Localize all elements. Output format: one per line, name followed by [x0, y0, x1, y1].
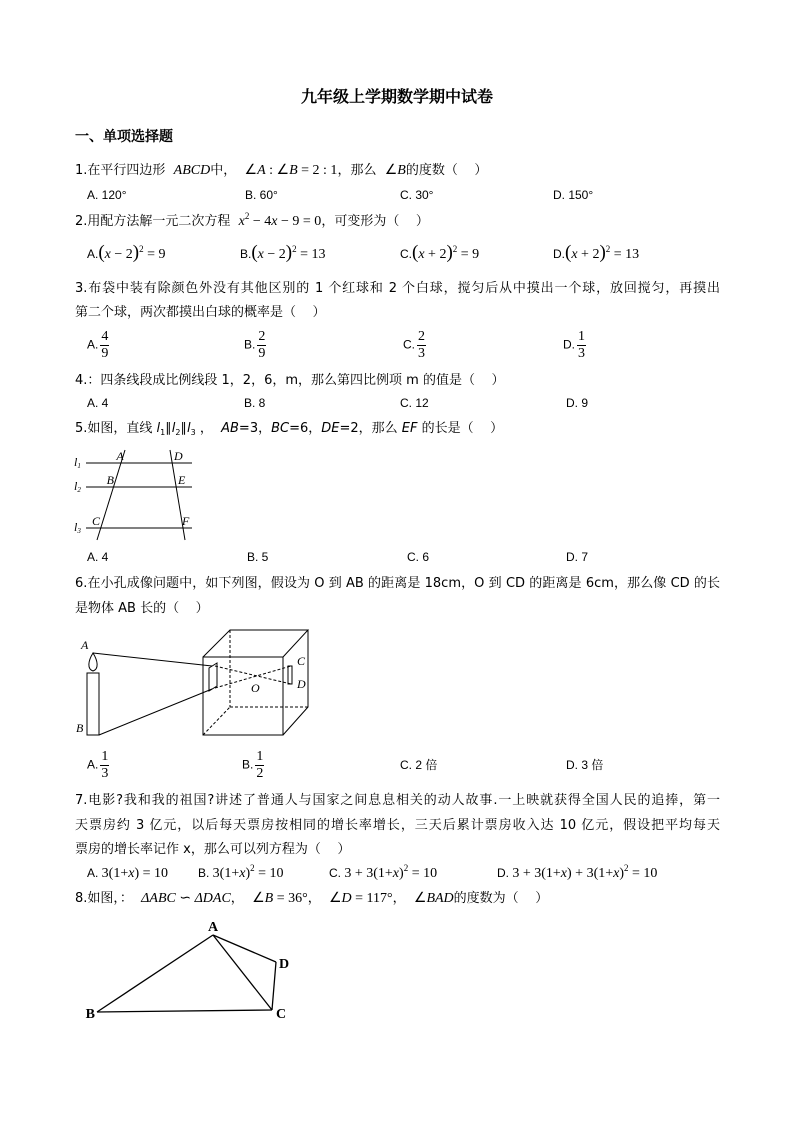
subscript: 1 — [160, 428, 166, 437]
point-label-b: B — [106, 473, 114, 487]
q2-stem — [75, 213, 429, 231]
q3-option-d — [563, 330, 586, 361]
math-expression: − 9 = 0 — [277, 214, 322, 229]
text: C. 6 — [407, 550, 430, 564]
text: A. 120° — [87, 188, 127, 202]
math-variable: x — [613, 866, 620, 881]
parenthesis: ) — [132, 242, 140, 263]
fraction-denominator: 2 — [256, 766, 264, 781]
math-expression: − 2 — [263, 247, 286, 262]
point-label-c: C — [276, 1007, 287, 1022]
math-variable: x — [128, 866, 135, 881]
q3-stem-line-2 — [75, 304, 326, 321]
math-variable: x — [104, 247, 111, 262]
text: 第二个球，两次都摸出白球的概率是（ ） — [75, 305, 326, 320]
candle-body — [87, 673, 99, 735]
point-label-a: A — [116, 449, 124, 463]
parenthesis: ( — [98, 242, 105, 263]
superscript: 2 — [403, 863, 409, 873]
q7-option-c — [329, 865, 437, 882]
fraction-denominator: 9 — [258, 346, 266, 361]
q7-option-d — [497, 865, 657, 882]
text: ， — [307, 891, 329, 906]
fraction-numerator: 4 — [101, 329, 109, 344]
math-expression: ) — [619, 866, 625, 881]
math-expression: = 2 : 1 — [297, 163, 338, 178]
text: A. — [87, 866, 102, 880]
text: C. 30° — [400, 188, 434, 202]
text: 票房的增长率记作 x，那么可以列方程为（ ） — [75, 842, 351, 857]
text: ∥ — [180, 421, 187, 436]
math-variable: D — [341, 891, 352, 906]
q7-stem-line-3 — [75, 841, 350, 858]
math-expression: ∠ — [413, 891, 427, 906]
math-variable: x — [238, 214, 245, 229]
q2-option-c — [400, 242, 480, 263]
text: D. — [553, 247, 565, 261]
text: 是物体 AB 长的（ ） — [75, 601, 209, 616]
math-expression: = 117° — [351, 891, 393, 906]
text: 1.在平行四边形 — [75, 163, 174, 178]
q7-option-b — [198, 865, 284, 882]
math-expression: = 10 — [628, 866, 658, 881]
text: B. 60° — [245, 188, 278, 202]
text: 的长是（ ） — [417, 421, 504, 436]
point-label-c: C — [297, 654, 306, 668]
text: C. 2 倍 — [400, 758, 438, 772]
italic-text: l — [156, 421, 161, 436]
text: =3， — [238, 421, 272, 436]
text: D. 150° — [553, 188, 594, 202]
superscript: 2 — [244, 211, 250, 221]
text: ，那么 — [337, 163, 385, 178]
point-label-d: D — [279, 957, 290, 972]
math-expression: ∠ — [328, 891, 342, 906]
math-expression: ) — [399, 866, 404, 881]
text: 8.如图，： — [75, 891, 142, 906]
q4-stem — [75, 372, 504, 389]
q3-option-b — [244, 330, 266, 361]
math-expression: = 13 — [610, 247, 640, 262]
italic-text: DE — [321, 421, 340, 436]
point-label-c: C — [91, 514, 100, 528]
text: 4.：四条线段成比例线段 1，2，6，m，那么第四比例项 m 的值是（ ） — [75, 373, 505, 388]
math-expression: ) + 3(1+ — [567, 866, 614, 881]
q6-option-d — [566, 757, 603, 773]
superscript: 2 — [250, 863, 255, 873]
text: D. 3 倍 — [566, 758, 604, 772]
q5-option-d — [566, 549, 588, 565]
box-front-face — [203, 657, 283, 735]
fraction-denominator: 3 — [578, 346, 585, 361]
fraction-denominator: 9 — [101, 346, 109, 361]
candle-flame — [89, 653, 97, 671]
text: =6， — [289, 421, 322, 436]
q3-stem-line-1 — [75, 280, 720, 297]
math-expression: − 2 — [110, 247, 133, 262]
segment-ad — [213, 935, 276, 962]
math-expression: = 13 — [296, 247, 326, 262]
text: B. 8 — [244, 396, 266, 410]
box-top-edges — [203, 630, 308, 657]
fraction — [417, 330, 426, 361]
italic-text: l — [186, 421, 191, 436]
fraction — [255, 750, 264, 781]
italic-text: AB — [221, 421, 239, 436]
text: 2.用配方法解一元二次方程 — [75, 214, 239, 229]
math-expression: = 9 — [143, 247, 166, 262]
text: 5.如图，直线 — [75, 421, 157, 436]
line-label-l2: l2 — [74, 479, 81, 494]
point-label-d: D — [297, 677, 306, 691]
parenthesis: ( — [251, 242, 258, 263]
parenthesis: ) — [285, 242, 293, 263]
q7-stem-line-2 — [75, 817, 720, 834]
q6-stem-line-1 — [75, 575, 720, 592]
fraction-numerator: 2 — [418, 329, 425, 344]
segment-ab — [97, 935, 213, 1012]
text: ∥ — [165, 421, 172, 436]
q3-option-c — [403, 330, 426, 361]
text: D. — [497, 866, 513, 880]
math-expression: ) — [245, 866, 251, 881]
parenthesis: ( — [565, 242, 572, 263]
box-hidden-edge — [203, 707, 230, 735]
math-variable: x — [239, 866, 246, 881]
point-label-e: E — [178, 473, 186, 487]
italic-text: l — [171, 421, 176, 436]
italic-text: BC — [271, 421, 290, 436]
point-label-b: B — [85, 1007, 95, 1022]
text: B. — [244, 337, 256, 352]
math-expression: 3 + 3(1+ — [512, 866, 561, 881]
superscript: 2 — [292, 244, 297, 254]
q4-option-c — [400, 395, 429, 411]
point-label-a: A — [81, 638, 89, 652]
fraction — [100, 750, 109, 781]
math-expression: = 10 — [254, 866, 284, 881]
subscript: 2 — [175, 428, 181, 437]
math-expression: : ∠ — [265, 163, 290, 178]
segment-dc — [272, 962, 276, 1010]
page-title: 九年级上学期数学期中试卷 — [300, 87, 493, 106]
fraction-numerator: 1 — [256, 749, 264, 764]
text: C. — [400, 247, 412, 261]
text: A. — [87, 757, 99, 772]
image-cd — [288, 666, 292, 684]
math-variable: B — [397, 163, 406, 178]
math-expression: = 10 — [408, 866, 438, 881]
superscript: 2 — [605, 244, 611, 254]
point-label-o: O — [251, 681, 260, 695]
q3-option-a — [87, 330, 109, 361]
text: ， — [230, 891, 253, 906]
point-label-a: A — [207, 920, 219, 935]
math-variable: x — [571, 247, 578, 262]
point-label-f: F — [182, 514, 190, 528]
text: D. 7 — [566, 550, 589, 564]
text: 7.电影?我和我的祖国?讲述了普通人与国家之间息息相关的动人故事.一上映就获得全国人民的追捧，第一 — [75, 793, 720, 808]
text: D. — [563, 337, 575, 352]
math-variable: x — [271, 214, 278, 229]
text: B. — [240, 247, 252, 261]
ray-upper — [93, 653, 212, 666]
text: =2，那么 — [339, 421, 402, 436]
text: B. — [198, 866, 213, 880]
q7-option-a — [87, 865, 168, 882]
line-label-l1: l1 — [74, 455, 81, 470]
text: A. 4 — [87, 396, 109, 410]
math-variable: B — [264, 891, 274, 906]
math-variable: x — [418, 247, 425, 262]
text: A. 4 — [87, 550, 109, 564]
math-variable: ABCD — [173, 163, 211, 178]
superscript: 2 — [624, 863, 629, 873]
text: 天票房约 3 亿元，以后每天票房按相同的增长率增长，三天后累计票房收入达 10 亿元，假设把平均每天 — [75, 818, 720, 833]
text: ， — [195, 421, 222, 436]
text: C. 12 — [400, 396, 429, 410]
text: D. 9 — [566, 396, 589, 410]
text: 中， — [210, 163, 245, 178]
pinhole-camera-figure — [72, 625, 317, 750]
math-expression: = 9 — [457, 247, 480, 262]
math-expression: ∽ — [175, 891, 195, 906]
math-variable: ΔABC — [141, 891, 176, 906]
q6-option-a — [87, 750, 109, 781]
text: B. 5 — [247, 550, 269, 564]
fraction — [577, 330, 586, 361]
math-expression: ∠ — [244, 163, 258, 178]
q1-option-d — [553, 187, 593, 203]
q1-option-c — [400, 187, 433, 203]
fraction — [100, 330, 109, 361]
text: 的度数为（ ） — [453, 891, 549, 906]
text: 6.在小孔成像问题中，如下列图，假设为 O 到 AB 的距离是 18cm，O 到 CD 的距离是 6cm，那么像 CD 的长 — [75, 576, 720, 591]
q5-stem — [75, 420, 503, 438]
q1-option-b — [245, 187, 278, 203]
q5-option-b — [247, 549, 268, 565]
parenthesis: ) — [446, 242, 453, 263]
subscript: 3 — [190, 428, 196, 437]
fraction-denominator: 3 — [101, 766, 109, 781]
math-variable: ΔDAC — [194, 891, 231, 906]
fraction-numerator: 1 — [578, 329, 585, 344]
q7-stem-line-1 — [75, 792, 720, 809]
italic-text: EF — [401, 421, 418, 436]
parenthesis: ) — [599, 242, 606, 263]
math-variable: BAD — [426, 891, 454, 906]
math-variable: x — [392, 866, 400, 881]
math-variable: B — [289, 163, 298, 178]
text: C. — [403, 337, 415, 352]
q6-stem-line-2 — [75, 600, 209, 617]
q1-stem — [75, 162, 487, 179]
text: B. — [242, 757, 254, 772]
q2-option-b — [240, 242, 326, 263]
text: ， — [392, 891, 414, 906]
text: A. — [87, 247, 99, 261]
math-variable: x — [560, 866, 568, 881]
q6-option-b — [242, 750, 264, 781]
section-heading: 一、单项选择题 — [75, 129, 173, 145]
similar-triangles-figure — [80, 918, 300, 1028]
fraction — [257, 330, 266, 361]
math-expression: ∠ — [252, 891, 265, 906]
q2-option-d — [553, 242, 640, 263]
math-expression: 3(1+ — [101, 866, 129, 881]
segment-ac — [213, 935, 272, 1010]
q4-option-b — [244, 395, 265, 411]
point-label-d: D — [174, 449, 183, 463]
parallel-lines-figure — [70, 448, 200, 543]
math-variable: A — [257, 163, 266, 178]
q5-option-c — [407, 549, 429, 565]
parenthesis: ( — [412, 242, 419, 263]
superscript: 2 — [139, 244, 144, 254]
math-expression: ∠ — [384, 163, 398, 178]
point-label-b: B — [76, 721, 84, 735]
fraction-denominator: 3 — [418, 346, 425, 361]
math-expression: − 4 — [249, 214, 272, 229]
q8-stem — [75, 890, 548, 907]
text: ，可变形为（ ） — [321, 214, 429, 229]
q1-option-a — [87, 187, 127, 203]
q4-option-a — [87, 395, 108, 411]
math-expression: 3 + 3(1+ — [344, 866, 393, 881]
math-expression: + 2 — [577, 247, 600, 262]
math-expression: ) = 10 — [134, 866, 169, 881]
text: 的度数（ ） — [405, 163, 488, 178]
segment-bc — [97, 1010, 272, 1012]
fraction-numerator: 1 — [101, 749, 109, 764]
math-expression: = 36° — [273, 891, 308, 906]
text: 3.布袋中装有除颜色外没有其他区别的 1 个红球和 2 个白球，搅匀后从中摸出一个球，放回搅匀，再摸出 — [75, 281, 720, 296]
ray-lower — [99, 689, 212, 735]
text: A. — [87, 337, 99, 352]
pinhole-window — [209, 663, 217, 691]
q6-option-c — [400, 757, 437, 773]
q2-option-a — [87, 242, 166, 263]
superscript: 2 — [452, 244, 458, 254]
fraction-numerator: 2 — [258, 329, 266, 344]
text: C. — [329, 866, 345, 880]
math-expression: 3(1+ — [212, 866, 240, 881]
math-variable: x — [257, 247, 264, 262]
q5-option-a — [87, 549, 108, 565]
q4-option-d — [566, 395, 588, 411]
math-expression: + 2 — [424, 247, 447, 262]
line-label-l3: l3 — [74, 520, 81, 535]
